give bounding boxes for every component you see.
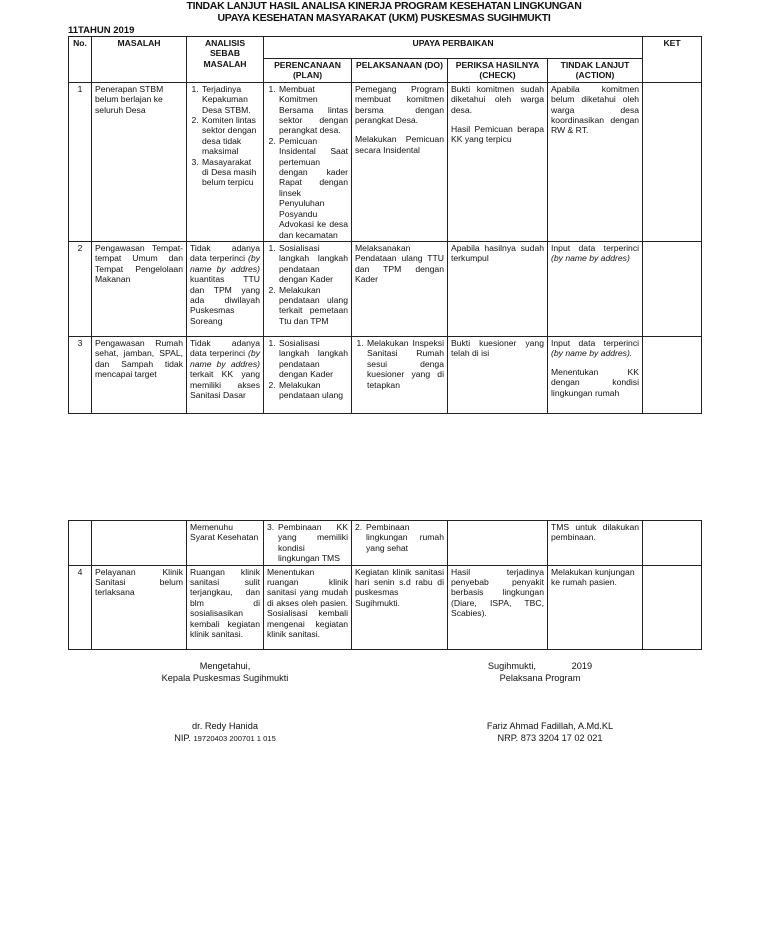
signature-place-date: Sugihmukti, 2019	[487, 661, 593, 671]
action-cell	[548, 336, 643, 413]
document-title-line1: TINDAK LANJUT HASIL ANALISA KINERJA PROGRAM KESEHATAN LINGKUNGAN	[186, 0, 582, 12]
check-cell: Bukti kuesioner yang telah di isi	[448, 336, 548, 413]
header-plan: PERENCANAAN (PLAN)	[264, 59, 352, 83]
header-ket: KET	[643, 37, 702, 83]
row-number: 4	[69, 565, 92, 649]
document-title-line2: UPAYA KESEHATAN MASYARAKAT (UKM) PUSKESMAS SUGIHMUKTI	[217, 12, 551, 24]
plan-cell	[264, 336, 352, 413]
analisis-cell	[187, 241, 264, 336]
ket-cell	[643, 565, 702, 649]
action-cell	[548, 241, 643, 336]
list-item: 2. Melakukan pendataan ulang	[278, 380, 348, 401]
text: Tidak adanya data terperinci	[190, 337, 260, 359]
signature-left	[140, 660, 310, 684]
header-masalah: MASALAH	[92, 37, 187, 83]
signature-name: Fariz Ahmad Fadillah, A.Md.KL	[486, 721, 614, 731]
nip-label: NIP.	[174, 733, 191, 743]
year-label: 11TAHUN 2019	[68, 25, 135, 36]
action-cell: Melakukan kunjungan ke rumah pasien.	[548, 565, 643, 649]
text: Input data terperinci	[551, 337, 640, 348]
list-number: 2.	[355, 522, 363, 532]
continuation-table	[68, 520, 702, 650]
list-item: 1. Sosialisasi langkah langkah pendataan dengan Kader	[278, 338, 348, 380]
list-number: 3.	[267, 522, 275, 532]
action-cell: TMS untuk dilakukan pembinaan.	[548, 521, 643, 566]
analysis-table	[68, 36, 702, 414]
ket-cell	[643, 241, 702, 336]
plan-cell	[264, 241, 352, 336]
table-row	[69, 241, 702, 336]
action-cell: Apabila komitmen belum diketahui oleh warga desa koordinasikan dengan RW & RT.	[548, 82, 643, 241]
list-item: Pembinaan KK yang memiliki kondisi lingkungan TMS	[278, 522, 348, 564]
signature-name: dr. Redy Hanida	[192, 721, 258, 731]
ket-cell	[643, 336, 702, 413]
check-cell	[448, 521, 548, 566]
paragraph: Pemegang Program membuat komitmen bersma dengan perangkat Desa.	[355, 83, 444, 126]
do-cell	[352, 82, 448, 241]
ket-cell	[643, 521, 702, 566]
table-row	[69, 336, 702, 413]
header-do: PELAKSANAAN (DO)	[352, 59, 448, 83]
check-cell: Apabila hasilnya sudah terkumpul	[448, 241, 548, 336]
do-cell: Kegiatan klinik sanitasi hari senin s.d rabu di puskesmas Sugihmukti.	[352, 565, 448, 649]
paragraph: Bukti komitmen sudah diketahui oleh warga desa.	[451, 83, 544, 115]
text: terkait KK yang memiliki akses Sanitasi Dasar	[190, 369, 260, 400]
analisis-cell	[187, 336, 264, 413]
signature-right-name-block	[460, 720, 640, 744]
row-number: 2	[69, 241, 92, 336]
nip-value: 19720403 200701 1 015	[193, 734, 276, 743]
masalah-cell: Pengawasan Tempat-tempat Umum dan Tempat Pengelolaan Makanan	[92, 241, 187, 336]
plan-cell: Menentukan ruangan klinik sanitasi yang mudah di akses oleh pasien. Sosialisasi kembali mengenai kegiatan klinik sanitasi.	[264, 565, 352, 649]
list-item: 1. Sosialisasi langkah langkah pendataan dengan Kader	[278, 243, 348, 285]
masalah-cell: Pengawasan Rumah sehat, jamban, SPAL, dan Sampah tidak mencapai target	[92, 336, 187, 413]
check-cell	[448, 82, 548, 241]
list-item: 2. Pemicuan Insidental Saat pertemuan dengan kader Rapat dengan linsek Penyuluhan Posyandu Advokasi ke desa dan kecamatan	[278, 136, 348, 240]
signature-right	[460, 660, 620, 684]
masalah-cell: Pelayanan Klinik Sanitasi belum terlaksana	[92, 565, 187, 649]
list-item: 1. Terjadinya Kepakuman Desa STBM.	[201, 84, 260, 115]
list-item: 2. Komiten lintas sektor dengan desa tidak maksimal	[201, 115, 260, 157]
masalah-cell: Penerapan STBM belum berlajan ke seluruh Desa	[92, 82, 187, 241]
list-item: 1. Membuat Komitmen Bersama lintas sektor dengan perangkat desa.	[278, 84, 348, 136]
check-cell: Hasil terjadinya penyebab penyakit berbasis lingkungan (Diare, ISPA, TBC, Scabies).	[448, 565, 548, 649]
row-number: 3	[69, 336, 92, 413]
header-no: No.	[69, 37, 92, 83]
paragraph: Hasil Pemicuan berapa KK yang terpicu	[451, 124, 544, 145]
ket-cell	[643, 82, 702, 241]
analisis-cell: Memenuhu Syarat Kesehatan	[187, 521, 264, 566]
signature-nip	[140, 732, 310, 745]
signature-nrp: NRP. 873 3204 17 02 021	[497, 733, 603, 743]
text-italic: (by name by addres)	[190, 348, 260, 369]
text-italic: (by name by addres)	[190, 253, 260, 274]
text: Tidak adanya data terperinci	[190, 242, 260, 264]
do-cell	[352, 521, 448, 566]
text: Input data terperinci	[551, 242, 640, 253]
plan-cell	[264, 521, 352, 566]
row-number	[69, 521, 92, 566]
text-italic: (by name by addres)	[551, 253, 630, 264]
table-row	[69, 521, 702, 566]
signature-left-name-block	[140, 720, 310, 745]
header-check: PERIKSA HASILNYA (CHECK)	[448, 59, 548, 83]
do-cell: Melaksanakan Pendataan ulang TTU dan TPM dengan Kader	[352, 241, 448, 336]
analisis-cell: Ruangan klinik sanitasi sulit terjangkau, dan blm di sosialisasikan kembali kegiatan klinik sanitasi.	[187, 565, 264, 649]
text-italic: (by name by addres).	[551, 348, 633, 359]
list-item: 3. Masayarakat di Desa masih belum terpicu	[201, 157, 260, 188]
header-analisis: ANALISIS SEBAB MASALAH	[187, 37, 264, 83]
table-row	[69, 82, 702, 241]
paragraph: Menentukan KK dengan kondisi lingkungan rumah	[551, 366, 640, 398]
row-number: 1	[69, 82, 92, 241]
list-item: Pembinaan lingkungan rumah yang sehat	[366, 522, 444, 553]
table-row	[69, 565, 702, 649]
list-item: 1. Melakukan Inspeksi Sanitasi Rumah sesui denga kuesioner yang di tetapkan	[366, 338, 444, 390]
header-upaya-perbaikan: UPAYA PERBAIKAN	[264, 37, 643, 59]
signature-position: Kepala Puskesmas Sugihmukti	[161, 673, 289, 683]
header-action: TINDAK LANJUT (ACTION)	[548, 59, 643, 83]
plan-cell	[264, 82, 352, 241]
signature-position: Pelaksana Program	[499, 673, 581, 683]
list-item: 2. Melakukan pendataan ulang terkait pemetaan Ttu dan TPM	[278, 285, 348, 327]
masalah-cell	[92, 521, 187, 566]
analisis-cell	[187, 82, 264, 241]
do-cell	[352, 336, 448, 413]
paragraph: Melakukan Pemicuan secara Insidental	[355, 134, 444, 155]
signature-greeting: Mengetahui,	[199, 661, 251, 671]
text: kuantitas TTU dan TPM yang ada diwilayah Puskesmas Soreang	[190, 274, 260, 326]
